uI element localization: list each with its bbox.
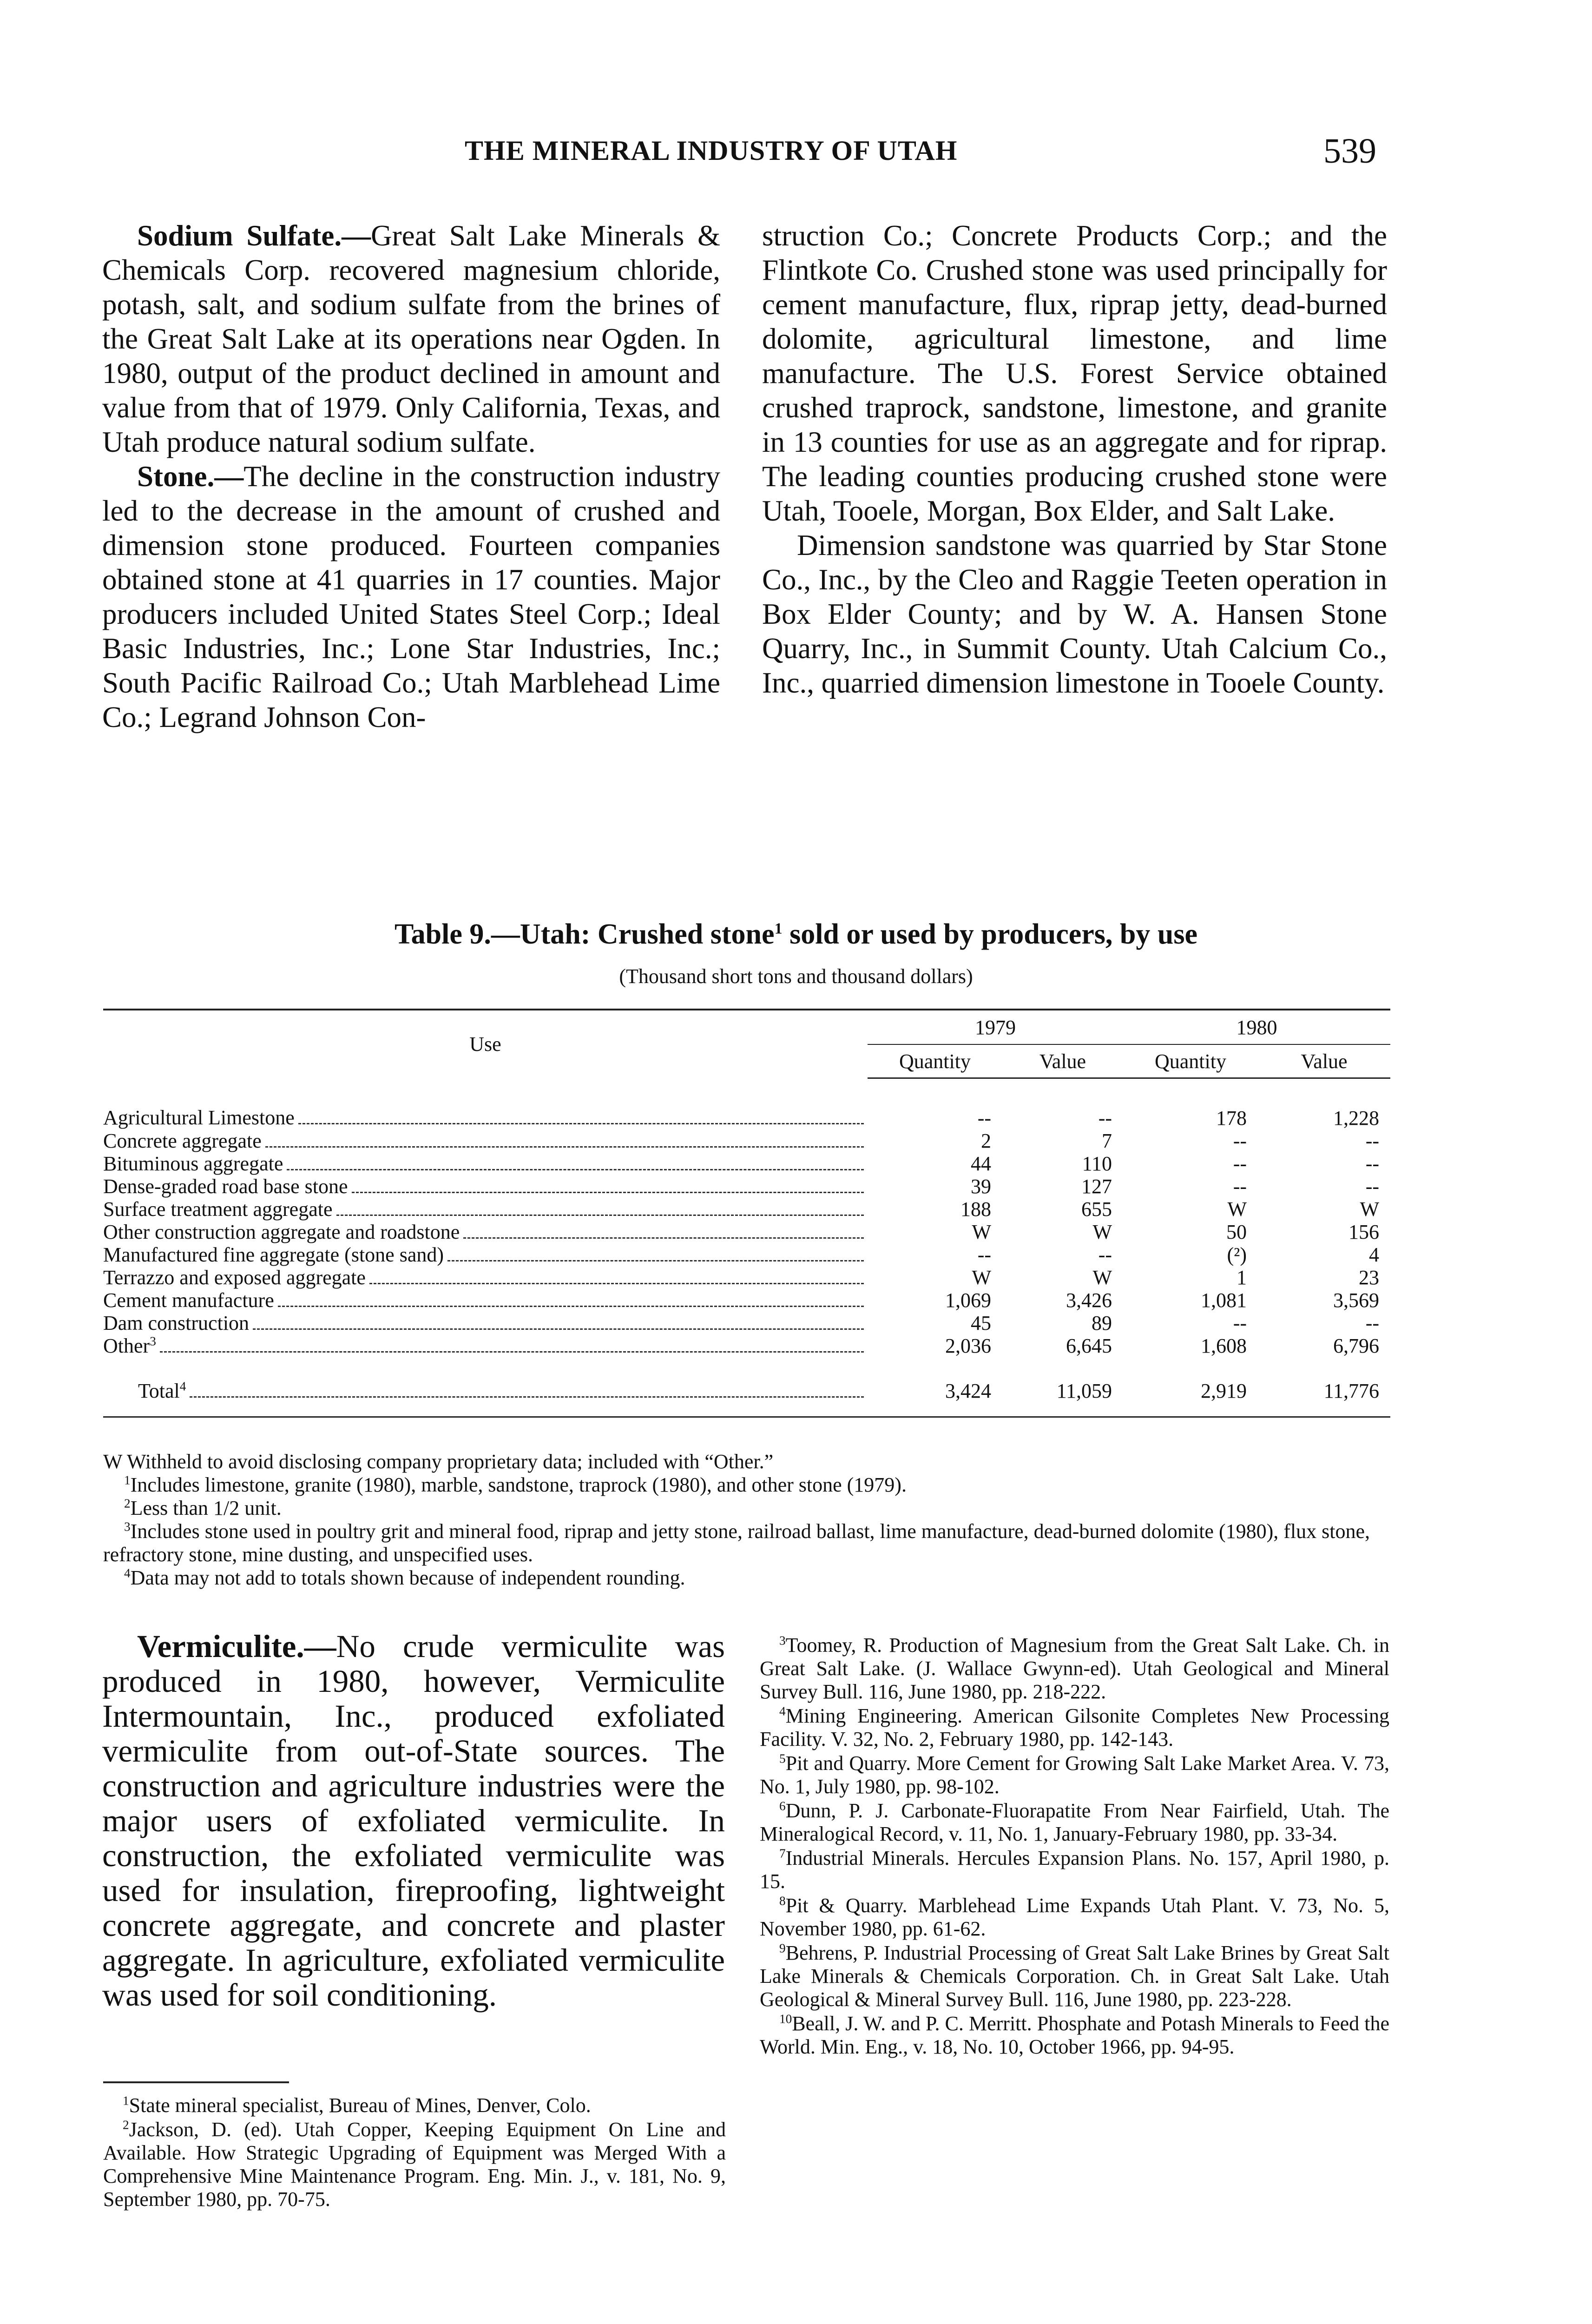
column-header-quantity-1979: Quantity	[868, 1044, 1002, 1078]
use-cell	[103, 1129, 868, 1152]
row-label	[103, 1152, 868, 1175]
table-row	[103, 1334, 1390, 1357]
footnote: $^{10}$Beall, J. W. and P. C. Merritt. Phosphate and Potash Minerals to Feed the World. Min. Eng., v. 18, No. 10, October 1966, pp. 94-95.	[760, 2012, 1389, 2058]
footnote-number: 10	[779, 2012, 792, 2026]
table-subtitle: (Thousand short tons and thousand dollars)	[619, 965, 973, 988]
dot-leader	[369, 1283, 864, 1284]
quantity-1980-cell: 2,919	[1123, 1357, 1258, 1417]
table-note: $^1$Includes limestone, granite (1980), marble, sandstone, traprock (1980), and other stone (1979).	[124, 1473, 907, 1496]
vermiculite-paragraph: Vermiculite.—No crude vermiculite was produced in 1980, however, Vermiculite Intermountain, Inc., produced exfoliated vermiculite from out-of-State sources. The construction and agriculture industries were the major users of exfoliated vermiculite. In construction, the exfoliated vermiculite was used for insulation, fireproofing, lightweight concrete aggregate, and concrete and plaster aggregate. In agriculture, exfoliated vermiculite was used for soil conditioning.	[102, 1629, 725, 2013]
value-1979-cell: 89	[1092, 1312, 1112, 1334]
quantity-1979-cell: 2,036	[945, 1334, 991, 1357]
value-1979-cell: 110	[1082, 1152, 1112, 1175]
quantity-1979-cell: 1,069	[945, 1289, 991, 1312]
table-row	[103, 1198, 1390, 1221]
use-cell	[103, 1198, 868, 1221]
value-1980-cell: 1,228	[1333, 1107, 1379, 1129]
value-1980-cell: 23	[1359, 1266, 1379, 1289]
footnote: $^8$Pit & Quarry. Marblehead Lime Expands Utah Plant. V. 73, No. 5, November 1980, pp. 61-62.	[760, 1894, 1389, 1940]
row-label	[103, 1129, 868, 1152]
table-note: $^2$Less than 1/2 unit.	[124, 1496, 282, 1519]
dot-leader	[190, 1396, 864, 1398]
quantity-1980-cell: --	[1233, 1312, 1247, 1334]
use-cell	[103, 1289, 868, 1312]
table-body	[103, 1078, 1390, 1417]
row-label-text: Manufactured fine aggregate (stone sand)	[103, 1243, 444, 1266]
table-title: Table 9.—Utah: Crushed stone$^1$ sold or used by producers, by use	[394, 918, 1198, 950]
column-header-value-1979: Value	[1002, 1044, 1123, 1078]
quantity-1980-cell: 178	[1216, 1107, 1247, 1129]
footnote-number: 7	[779, 1846, 786, 1861]
quantity-1980-cell: 1,608	[1201, 1334, 1247, 1357]
crushed-stone-table	[103, 1009, 1390, 1418]
value-1980-cell: 156	[1349, 1221, 1379, 1243]
use-cell	[103, 1078, 868, 1130]
quantity-1980-cell: --	[1233, 1175, 1247, 1198]
use-cell	[103, 1243, 868, 1266]
row-label	[103, 1266, 868, 1289]
footnotes-left	[103, 2094, 726, 2212]
value-1979-cell: 6,645	[1066, 1334, 1112, 1357]
stone-paragraph: Stone.—The decline in the construction industry led to the decrease in the amount of crushed and dimension stone produced. Fourteen companies obtained stone at 41 quarries in 17 counties. Major producers included United States Steel Corp.; Ideal Basic Industries, Inc.; Lone Star Industries, Inc.; South Pacific Railroad Co.; Utah Marblehead Lime Co.; Legrand Johnson Con-	[102, 460, 720, 733]
row-label-text: Other$^3$	[103, 1334, 156, 1357]
value-1980-cell: W	[1360, 1198, 1379, 1221]
stone-heading: Stone.—	[137, 460, 244, 493]
dimension-stone-paragraph: Dimension sandstone was quarried by Star Stone Co., Inc., by the Cleo and Raggie Teeten operation in Box Elder County; and by W. A. Hansen Stone Quarry, Inc., in Summit County. Utah Calcium Co., Inc., quarried dimension limestone in Tooele County.	[762, 529, 1387, 699]
quantity-1979-cell: --	[977, 1107, 991, 1129]
use-cell	[103, 1175, 868, 1198]
row-label	[103, 1175, 868, 1198]
quantity-1980-cell: 1	[1237, 1266, 1247, 1289]
use-cell	[103, 1221, 868, 1243]
value-1979-cell: --	[1098, 1107, 1112, 1129]
table-row	[103, 1152, 1390, 1175]
running-head	[0, 132, 1592, 177]
row-label-text: Other construction aggregate and roadstone	[103, 1221, 460, 1243]
value-1979-cell: W	[1092, 1266, 1112, 1289]
use-cell	[103, 1152, 868, 1175]
footnote-number: 5	[779, 1751, 786, 1766]
table-row	[103, 1078, 1390, 1130]
quantity-1980-cell: 50	[1226, 1221, 1247, 1243]
table-row	[103, 1175, 1390, 1198]
footnote: $^6$Dunn, P. J. Carbonate-Fluorapatite From Near Fairfield, Utah. The Mineralogical Record, v. 11, No. 1, January-February 1980, pp. 33-34.	[760, 1799, 1389, 1845]
row-label	[138, 1380, 868, 1402]
vermiculite-section	[102, 1629, 725, 2013]
table-note: $^4$Data may not add to totals shown because of independent rounding.	[124, 1566, 685, 1589]
quantity-1980-cell: (²)	[1227, 1243, 1247, 1266]
row-label-text: Bituminous aggregate	[103, 1152, 283, 1175]
sodium-sulfate-paragraph: Sodium Sulfate.—Great Salt Lake Minerals & Chemicals Corp. recovered magnesium chloride, potash, salt, and sodium sulfate from the brines of the Great Salt Lake at its operations near Ogden. In 1980, output of the product declined in amount and value from that of 1979. Only California, Texas, and Utah produce natural sodium sulfate.	[102, 219, 720, 458]
value-1979-cell: 7	[1102, 1129, 1112, 1152]
use-cell	[103, 1312, 868, 1334]
row-label-text: Agricultural Limestone	[103, 1106, 295, 1129]
footnote-number: 8	[779, 1894, 786, 1908]
quantity-1979-cell: W	[972, 1221, 991, 1243]
row-label	[103, 1221, 868, 1243]
quantity-1979-cell: 45	[971, 1312, 991, 1334]
dot-leader	[265, 1146, 864, 1148]
value-1980-cell: --	[1365, 1312, 1379, 1334]
dot-leader	[298, 1123, 864, 1124]
dot-leader	[447, 1260, 864, 1261]
table-row	[103, 1243, 1390, 1266]
column-header-use: Use	[103, 1010, 868, 1078]
quantity-1979-cell: 188	[960, 1198, 991, 1221]
page-header-title: THE MINERAL INDUSTRY OF UTAH	[465, 135, 958, 166]
footnote-number: 6	[779, 1799, 786, 1813]
value-1979-cell: 11,059	[1002, 1357, 1123, 1417]
sodium-sulfate-heading: Sodium Sulfate.—	[137, 219, 371, 252]
value-1980-cell: 4	[1369, 1243, 1379, 1266]
value-1979-cell: --	[1098, 1243, 1112, 1266]
table-row	[103, 1312, 1390, 1334]
column-header-1979: 1979	[868, 1010, 1123, 1044]
row-label	[103, 1334, 868, 1357]
row-label	[103, 1243, 868, 1266]
quantity-1979-cell: 39	[971, 1175, 991, 1198]
row-label	[103, 1198, 868, 1221]
table-row	[103, 1289, 1390, 1312]
table-row	[103, 1266, 1390, 1289]
row-label-text: Dense-graded road base stone	[103, 1175, 348, 1198]
value-1980-cell: --	[1365, 1152, 1379, 1175]
quantity-1980-cell: --	[1233, 1152, 1247, 1175]
footnote: $^5$Pit and Quarry. More Cement for Growing Salt Lake Market Area. V. 73, No. 1, July 1980, pp. 98-102.	[760, 1751, 1389, 1798]
quantity-1980-cell: W	[1227, 1198, 1247, 1221]
dot-leader	[463, 1237, 864, 1239]
table-notes	[103, 1450, 1390, 1590]
footnote: $^3$Toomey, R. Production of Magnesium from the Great Salt Lake. Ch. in Great Salt Lake. (J. Wallace Gwynn-ed). Utah Geological and Mineral Survey Bull. 116, June 1980, pp. 218-222.	[760, 1633, 1389, 1703]
value-1979-cell: W	[1092, 1221, 1112, 1243]
table-note: W Withheld to avoid disclosing company proprietary data; included with “Other.”	[103, 1450, 774, 1473]
footnote: $^2$Jackson, D. (ed). Utah Copper, Keeping Equipment On Line and Available. How Strategic Upgrading of Equipment was Merged With a Comprehensive Mine Maintenance Program. Eng. Min. J., v. 181, No. 9, September 1980, pp. 70-75.	[103, 2118, 726, 2211]
footnote: $^9$Behrens, P. Industrial Processing of Great Salt Lake Brines by Great Salt Lake Minerals & Chemicals Corporation. Ch. in Great Salt Lake. Utah Geological & Mineral Survey Bull. 116, June 1980, pp. 223-228.	[760, 1941, 1389, 2011]
row-label	[103, 1289, 868, 1312]
footnote-number: 1	[123, 2093, 129, 2108]
page-number: 539	[1323, 132, 1376, 171]
quantity-1979-cell: 44	[971, 1152, 991, 1175]
quantity-1980-cell: 1,081	[1201, 1289, 1247, 1312]
dot-leader	[253, 1328, 864, 1330]
quantity-1980-cell: --	[1233, 1129, 1247, 1152]
use-cell	[103, 1334, 868, 1357]
row-label-text: Cement manufacture	[103, 1289, 274, 1312]
stone-paragraph-continued: struction Co.; Concrete Products Corp.; and the Flintkote Co. Crushed stone was used principally for cement manufacture, flux, riprap jetty, dead-burned dolomite, agricultural limestone, and lime manufacture. The U.S. Forest Service obtained crushed traprock, sandstone, limestone, and granite in 13 counties for use as an aggregate and for riprap. The leading counties producing crushed stone were Utah, Tooele, Morgan, Box Elder, and Salt Lake.	[762, 219, 1387, 527]
table-total-row	[103, 1357, 1390, 1417]
footnote-number: 4	[779, 1704, 786, 1718]
value-1980-cell: 6,796	[1333, 1334, 1379, 1357]
row-label	[103, 1106, 868, 1129]
value-1980-cell: --	[1365, 1129, 1379, 1152]
row-label-text: Concrete aggregate	[103, 1129, 262, 1152]
dot-leader	[352, 1192, 864, 1193]
dot-leader	[278, 1306, 864, 1307]
value-1980-cell: 11,776	[1258, 1357, 1390, 1417]
value-1980-cell: 3,569	[1333, 1289, 1379, 1312]
value-1979-cell: 127	[1081, 1175, 1112, 1198]
footnote-number: 3	[779, 1633, 786, 1648]
row-label-text: Total$^4$	[138, 1380, 186, 1402]
table-note: $^3$Includes stone used in poultry grit and mineral food, riprap and jetty stone, railroad ballast, lime manufacture, dead-burned dolomite (1980), flux stone, refractory stone, mine dusting, and unspecified uses.	[103, 1519, 1370, 1566]
value-1979-cell: 3,426	[1066, 1289, 1112, 1312]
quantity-1979-cell: --	[977, 1243, 991, 1266]
value-1980-cell: --	[1365, 1175, 1379, 1198]
column-header-1980: 1980	[1123, 1010, 1390, 1044]
dot-leader	[287, 1169, 864, 1170]
table-row	[103, 1129, 1390, 1152]
table-row	[103, 1221, 1390, 1243]
left-column	[102, 218, 720, 734]
use-cell	[103, 1357, 868, 1417]
quantity-1979-cell: 3,424	[868, 1357, 1002, 1417]
row-label-text: Dam construction	[103, 1312, 250, 1334]
footnote-rule	[103, 2081, 289, 2083]
footnote: $^4$Mining Engineering. American Gilsonite Completes New Processing Facility. V. 32, No. 2, February 1980, pp. 142-143.	[760, 1704, 1389, 1750]
column-header-value-1980: Value	[1258, 1044, 1390, 1078]
dot-leader	[160, 1351, 864, 1353]
footnote-number: 9	[779, 1941, 786, 1955]
row-label-text: Surface treatment aggregate	[103, 1198, 333, 1221]
quantity-1979-cell: W	[972, 1266, 991, 1289]
column-header-quantity-1980: Quantity	[1123, 1044, 1258, 1078]
use-cell	[103, 1266, 868, 1289]
footnotes-right	[760, 1634, 1389, 2060]
row-label	[103, 1312, 868, 1334]
footnote-number: 2	[123, 2118, 129, 2132]
dot-leader	[336, 1215, 864, 1216]
quantity-1979-cell: 2	[981, 1129, 991, 1152]
footnote: $^7$Industrial Minerals. Hercules Expansion Plans. No. 157, April 1980, p. 15.	[760, 1846, 1389, 1893]
vermiculite-heading: Vermiculite.—	[137, 1629, 336, 1664]
row-label-text: Terrazzo and exposed aggregate	[103, 1266, 366, 1289]
right-column	[762, 218, 1387, 700]
value-1979-cell: 655	[1081, 1198, 1112, 1221]
footnote: $^1$State mineral specialist, Bureau of Mines, Denver, Colo.	[123, 2093, 591, 2117]
